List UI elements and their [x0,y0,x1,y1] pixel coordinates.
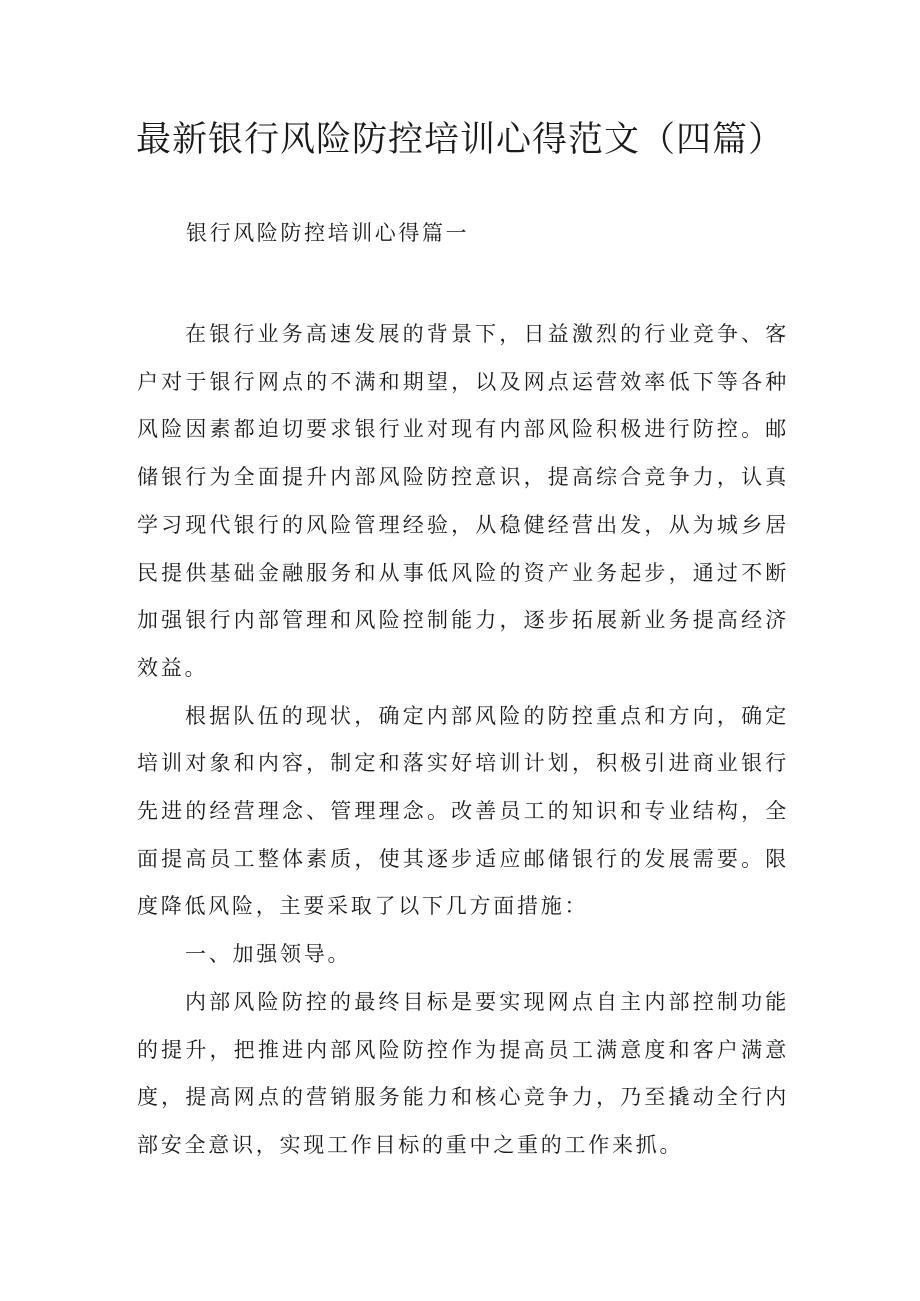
paragraph-leadership: 内部风险防控的最终目标是要实现网点自主内部控制功能的提升，把推进内部风险防控作为提高员工满意度和客户满意度，提高网点的营销服务能力和核心竞争力，乃至撬动全行内部安全意识，实现工作目标的重中之重的工作来抓。 [137,989,789,1157]
section-heading-leadership: 一、加强领导。 [185,942,352,967]
document-body [137,311,789,1170]
section-subtitle: 银行风险防控培训心得篇一 [186,221,470,245]
paragraph-measures: 根据队伍的现状，确定内部风险的防控重点和方向，确定培训对象和内容，制定和落实好培训计划，积极引进商业银行先进的经营理念、管理理念。改善员工的知识和专业结构，全面提高员工整体素质，使其逐步适应邮储银行的发展需要。限度降低风险，主要采取了以下几方面措施： [137,703,789,919]
document-title: 最新银行风险防控培训心得范文（四篇） [135,120,784,160]
paragraph-intro: 在银行业务高速发展的背景下，日益激烈的行业竞争、客户对于银行网点的不满和期望，以及网点运营效率低下等各种风险因素都迫切要求银行业对现有内部风险积极进行防控。邮储银行为全面提升内部风险防控意识，提高综合竞争力，认真学习现代银行的风险管理经验，从稳健经营出发，从为城乡居民提供基础金融服务和从事低风险的资产业务起步，通过不断加强银行内部管理和风险控制能力，逐步拓展新业务提高经济效益。 [137,322,789,680]
